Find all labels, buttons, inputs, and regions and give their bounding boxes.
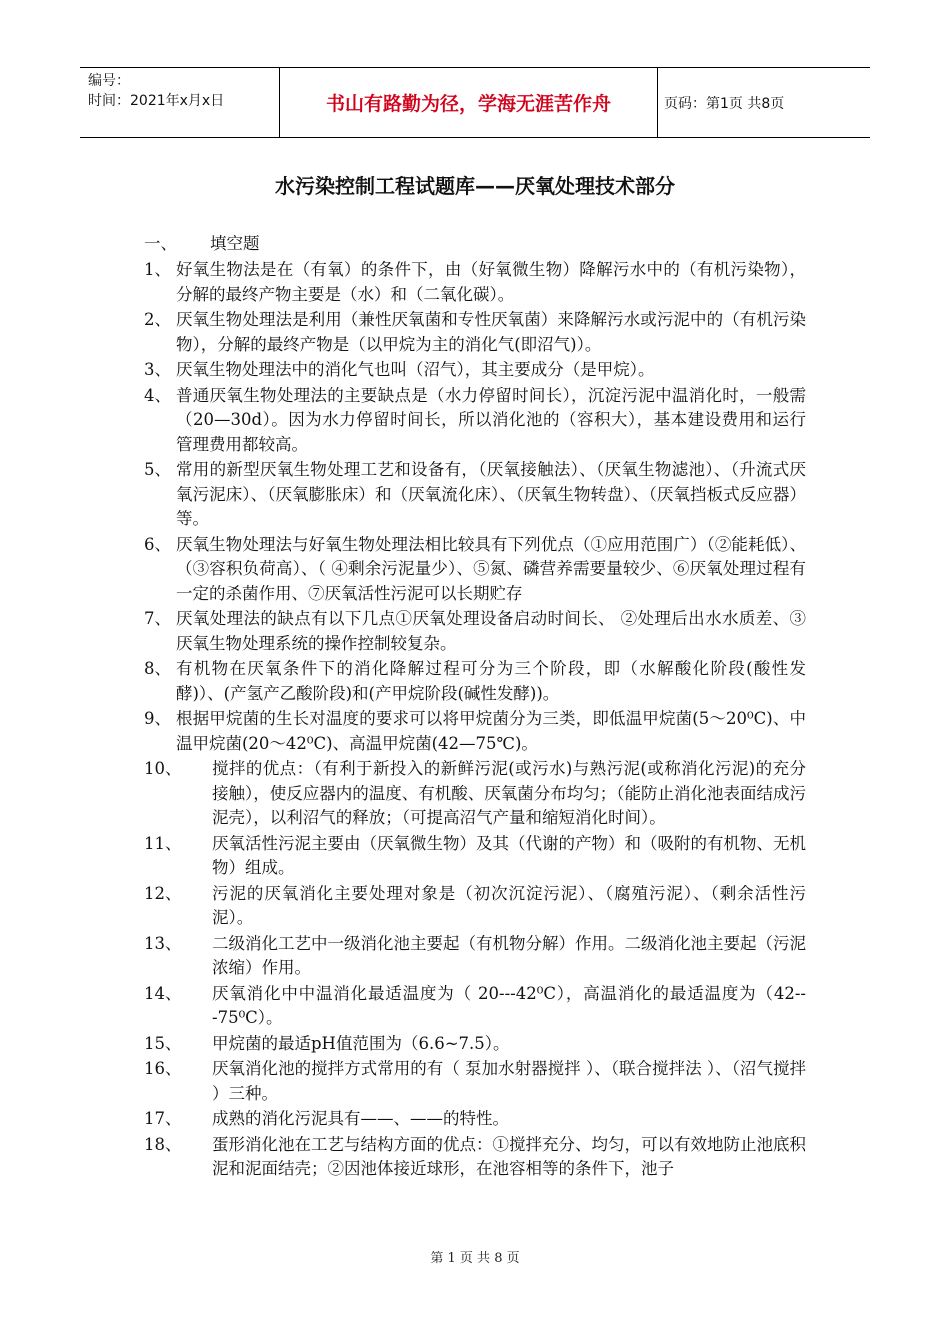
list-item bbox=[144, 1107, 806, 1132]
item-number: 6、 bbox=[144, 534, 171, 554]
list-item bbox=[144, 533, 806, 607]
item-text: 污泥的厌氧消化主要处理对象是（初次沉淀污泥）、（腐殖污泥）、（剩余活性污泥）。 bbox=[212, 883, 806, 927]
item-text: 厌氧消化中中温消化最适温度为（ 20---42⁰C），高温消化的最适温度为（42---75⁰C）。 bbox=[212, 983, 806, 1027]
header-meta bbox=[80, 68, 280, 137]
item-number: 18、 bbox=[144, 1134, 182, 1154]
section-heading bbox=[144, 232, 806, 256]
item-text: 根据甲烷菌的生长对温度的要求可以将甲烷菌分为三类，即低温甲烷菌(5～20⁰C)、中温甲烷菌(20～42⁰C)、高温甲烷菌(42—75℃)。 bbox=[176, 709, 806, 753]
question-list bbox=[144, 258, 806, 1182]
item-text: 常用的新型厌氧生物处理工艺和设备有，（厌氧接触法）、（厌氧生物滤池）、（升流式厌氧污泥床）、（厌氧膨胀床）和（厌氧流化床）、（厌氧生物转盘）、（厌氧挡板式反应器）等。 bbox=[176, 460, 806, 528]
list-item bbox=[144, 982, 806, 1031]
list-item bbox=[144, 458, 806, 532]
item-text: 蛋形消化池在工艺与结构方面的优点：①搅拌充分、均匀，可以有效地防止池底积泥和泥面结壳；②因池体接近球形，在池容相等的条件下，池子 bbox=[212, 1134, 806, 1178]
document-number: 编号： bbox=[88, 73, 130, 89]
header-page-info: 页码：第1页 共8页 bbox=[664, 95, 785, 112]
list-item bbox=[144, 1057, 806, 1106]
item-number: 10、 bbox=[144, 759, 182, 778]
section-number: 一、 bbox=[144, 234, 177, 253]
document-time: 时间：2021年x月x日 bbox=[88, 93, 225, 109]
item-text: 甲烷菌的最适pH值范围为（6.6~7.5）。 bbox=[212, 1033, 510, 1053]
item-text: 搅拌的优点：（有利于新投入的新鲜污泥(或污水)与熟污泥(或称消化污泥)的充分接触），使反应器内的温度、有机酸、厌氧菌分布均匀；（能防止消化池表面结成污泥壳），以利沼气的释放；（可提高沼气产量和缩短消化时间）。 bbox=[212, 759, 806, 827]
item-text: 厌氧消化池的搅拌方式常用的有（ 泵加水射器搅拌 ）、（联合搅拌法 ）、（沼气搅拌 ）三种。 bbox=[212, 1059, 806, 1103]
item-number: 3、 bbox=[144, 360, 171, 379]
item-text: 厌氧处理法的缺点有以下几点①厌氧处理设备启动时间长、 ②处理后出水水质差、③厌氧生物处理系统的操作控制较复杂。 bbox=[176, 609, 806, 653]
list-item bbox=[144, 757, 806, 831]
item-text: 有机物在厌氧条件下的消化降解过程可分为三个阶段，即（水解酸化阶段(酸性发酵)）、(产氢产乙酸阶段)和(产甲烷阶段(碱性发酵))。 bbox=[176, 659, 806, 703]
item-number: 7、 bbox=[144, 609, 171, 628]
item-number: 11、 bbox=[144, 833, 182, 853]
item-number: 17、 bbox=[144, 1109, 182, 1128]
list-item bbox=[144, 832, 806, 881]
item-number: 12、 bbox=[144, 883, 182, 903]
section-title: 填空题 bbox=[210, 234, 260, 253]
item-text: 厌氧生物处理法中的消化气也叫（沼气），其主要成分（是甲烷）。 bbox=[176, 360, 655, 379]
page-footer: 第 1 页 共 8 页 bbox=[430, 1251, 520, 1266]
item-number: 8、 bbox=[144, 659, 171, 678]
item-number: 5、 bbox=[144, 460, 171, 479]
item-number: 2、 bbox=[144, 310, 171, 329]
item-text: 厌氧生物处理法是利用（兼性厌氧菌和专性厌氧菌）来降解污水或污泥中的（有机污染物），分解的最终产物是（以甲烷为主的消化气(即沼气)）。 bbox=[176, 310, 806, 354]
item-text: 二级消化工艺中一级消化池主要起（有机物分解）作用。二级消化池主要起（污泥浓缩）作用。 bbox=[212, 933, 806, 977]
item-text: 厌氧生物处理法与好氧生物处理法相比较具有下列优点（①应用范围广）（②能耗低）、（③容积负荷高）、（ ④剩余污泥量少）、⑤氮、磷营养需要量较少、⑥厌氧处理过程有一定的杀菌作用、⑦厌氧活性污泥可以长期贮存 bbox=[176, 534, 806, 603]
item-number: 14、 bbox=[144, 983, 182, 1003]
item-number: 15、 bbox=[144, 1033, 182, 1053]
list-item bbox=[144, 932, 806, 981]
item-number: 16、 bbox=[144, 1059, 182, 1078]
item-text: 好氧生物法是在（有氧）的条件下，由（好氧微生物）降解污水中的（有机污染物），分解的最终产物主要是（水）和（二氧化碳）。 bbox=[176, 260, 806, 304]
item-text: 厌氧活性污泥主要由（厌氧微生物）及其（代谢的产物）和（吸附的有机物、无机物）组成。 bbox=[212, 833, 806, 877]
list-item bbox=[144, 384, 806, 458]
list-item bbox=[144, 1032, 806, 1057]
item-text: 普通厌氧生物处理法的主要缺点是（水力停留时间长），沉淀污泥中温消化时，一般需（20—30d）。因为水力停留时间长，所以消化池的（容积大），基本建设费用和运行管理费用都较高。 bbox=[176, 385, 806, 454]
list-item bbox=[144, 308, 806, 357]
list-item bbox=[144, 882, 806, 931]
item-number: 1、 bbox=[144, 260, 171, 279]
document-body bbox=[144, 232, 806, 1183]
item-text: 成熟的消化污泥具有——、——的特性。 bbox=[212, 1109, 509, 1128]
page-header bbox=[80, 67, 870, 138]
list-item bbox=[144, 358, 806, 383]
header-motto: 书山有路勤为径，学海无涯苦作舟 bbox=[280, 68, 658, 137]
list-item bbox=[144, 707, 806, 756]
item-number: 13、 bbox=[144, 933, 182, 953]
list-item bbox=[144, 1133, 806, 1182]
item-number: 4、 bbox=[144, 385, 171, 405]
item-number: 9、 bbox=[144, 709, 171, 728]
document-title: 水污染控制工程试题库——厌氧处理技术部分 bbox=[275, 174, 675, 198]
list-item bbox=[144, 607, 806, 656]
list-item bbox=[144, 258, 806, 307]
list-item bbox=[144, 657, 806, 706]
